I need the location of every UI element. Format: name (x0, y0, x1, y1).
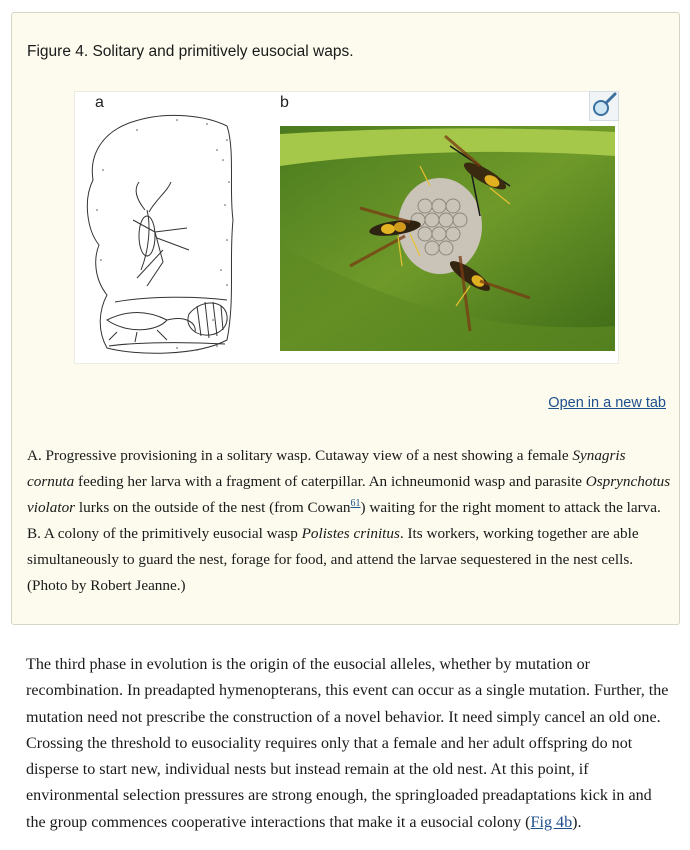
caption-species: Polistes crinitus (301, 525, 400, 542)
caption-text: lurks on the outside of the nest (from Cowan (75, 499, 351, 516)
caption-species: Synagris cornuta (27, 447, 626, 490)
caption-text: ) waiting for the right moment to attack the larva. B. A colony of the primitively eusocial wasp (27, 499, 661, 542)
caption-text: . Its workers, working together are able simultaneously to guard the nest, forage for food, and attend the larvae sequestered in the nest cells. (Photo by Robert Jeanne.) (27, 525, 639, 594)
figure-image[interactable] (74, 91, 619, 364)
panel-a-label: a (95, 94, 104, 111)
paragraph-text: The third phase in evolution is the origin of the eusocial alleles, whether by mutation or recombination. In preadapted hymenopterans, this event can occur as a single mutation. Further, the mutation need not prescribe the construction of a novel behavior. It need simply cancel an old one. Crossing the threshold to eusociality requires only that a female and her adult offspring do not disperse to start new, individual nests but instead remain at the old nest. At this point, if environmental selection pressures are strong enough, the springloaded preadaptations kick in and the group commences cooperative interactions that make it a eusocial colony ( (26, 656, 669, 831)
caption-text: feeding her larva with a fragment of caterpillar. An ichneumonid wasp and parasite (74, 473, 586, 490)
open-in-new-tab-link[interactable]: Open in a new tab (548, 395, 666, 411)
body-paragraph (26, 652, 674, 836)
figure-container (11, 12, 680, 625)
figure-title: Figure 4. Solitary and primitively eusocial waps. (27, 43, 354, 60)
caption-text: A. Progressive provisioning in a solitary wasp. Cutaway view of a nest showing a female (27, 447, 573, 464)
figure-caption (27, 443, 672, 599)
caption-species: Osprynchotus violator (27, 473, 671, 516)
figure-reference-link[interactable]: Fig 4b (530, 813, 573, 831)
magnifier-icon[interactable] (589, 91, 619, 121)
reference-link[interactable]: 61 (350, 497, 361, 509)
panel-b-label: b (280, 94, 289, 111)
nest-cutaway-illustration (77, 110, 277, 362)
paragraph-end: ). (572, 813, 582, 831)
wasp-colony-photo (280, 126, 615, 351)
